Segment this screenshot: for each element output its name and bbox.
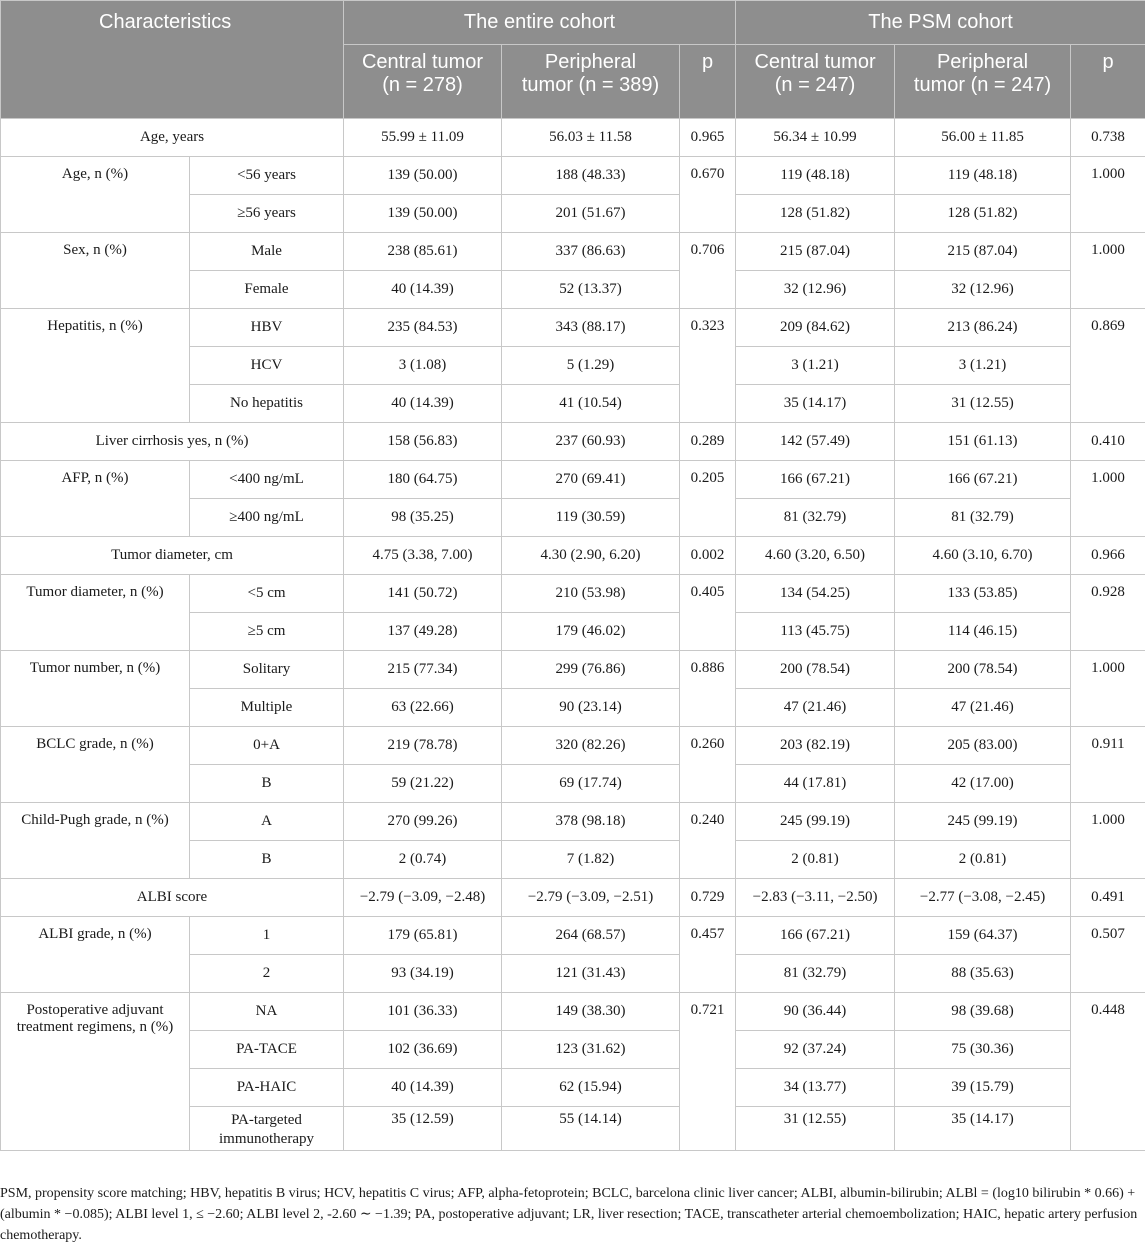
table-row: Age, n (%) <56 years 139 (50.00) 188 (48.33) 0.670 119 (48.18) 119 (48.18) 1.000: [1, 157, 1145, 195]
row-label: Tumor diameter, cm: [1, 537, 344, 575]
table-row: PA-TACE 102 (36.69) 123 (31.62) 92 (37.24) 75 (30.36): [1, 1031, 1145, 1069]
table-row: Child-Pugh grade, n (%) A 270 (99.26) 378 (98.18) 0.240 245 (99.19) 245 (99.19) 1.000: [1, 803, 1145, 841]
table-row: B 2 (0.74) 7 (1.82) 2 (0.81) 2 (0.81): [1, 841, 1145, 879]
row-label: ALBI grade, n (%): [1, 917, 190, 993]
table-row: Sex, n (%) Male 238 (85.61) 337 (86.63) 0.706 215 (87.04) 215 (87.04) 1.000: [1, 233, 1145, 271]
table-row: Hepatitis, n (%) HBV 235 (84.53) 343 (88.17) 0.323 209 (84.62) 213 (86.24) 0.869: [1, 309, 1145, 347]
table-row: Postoperative adjuvant treatment regimens, n (%) NA 101 (36.33) 149 (38.30) 0.721 90 (36.44) 98 (39.68) 0.448: [1, 993, 1145, 1031]
header-p-entire: p: [680, 45, 736, 119]
row-label: Tumor diameter, n (%): [1, 575, 190, 651]
header-psm-cohort: The PSM cohort: [736, 1, 1145, 45]
table-row: ALBI score −2.79 (−3.09, −2.48) −2.79 (−3.09, −2.51) 0.729 −2.83 (−3.11, −2.50) −2.77 (−3.08, −2.45) 0.491: [1, 879, 1145, 917]
header-central-psm: Central tumor (n = 247): [736, 45, 895, 119]
header-entire-cohort: The entire cohort: [344, 1, 736, 45]
row-label: Tumor number, n (%): [1, 651, 190, 727]
table-row: ≥400 ng/mL 98 (35.25) 119 (30.59) 81 (32.79) 81 (32.79): [1, 499, 1145, 537]
table-footnote: PSM, propensity score matching; HBV, hepatitis B virus; HCV, hepatitis C virus; AFP, alpha-fetoprotein; BCLC, barcelona clinic liver cancer; ALBI, albumin-bilirubin; ALBl = (log10 bilirubin * 0.66) + (albumin * −0.085); ALBI level 1, ≤ −2.60; ALBI level 2, -2.60 ∼ −1.39; PA, postoperative adjuvant; LR, liver resection; TACE, transcatheter arterial chemoembolization; HAIC, hepatic artery perfusion chemotherapy.: [0, 1183, 1140, 1246]
header-p-psm: p: [1071, 45, 1145, 119]
table-row: ≥56 years 139 (50.00) 201 (51.67) 128 (51.82) 128 (51.82): [1, 195, 1145, 233]
table-row: Age, years 55.99 ± 11.09 56.03 ± 11.58 0.965 56.34 ± 10.99 56.00 ± 11.85 0.738: [1, 119, 1145, 157]
row-label: Child-Pugh grade, n (%): [1, 803, 190, 879]
row-label: Age, n (%): [1, 157, 190, 233]
row-label: Age, years: [1, 119, 344, 157]
table-row: PA-HAIC 40 (14.39) 62 (15.94) 34 (13.77) 39 (15.79): [1, 1069, 1145, 1107]
table-row: ALBI grade, n (%) 1 179 (65.81) 264 (68.57) 0.457 166 (67.21) 159 (64.37) 0.507: [1, 917, 1145, 955]
row-label: Hepatitis, n (%): [1, 309, 190, 423]
row-label: Sex, n (%): [1, 233, 190, 309]
table-row: AFP, n (%) <400 ng/mL 180 (64.75) 270 (69.41) 0.205 166 (67.21) 166 (67.21) 1.000: [1, 461, 1145, 499]
header-central-entire: Central tumor (n = 278): [344, 45, 502, 119]
row-label: Postoperative adjuvant treatment regimens, n (%): [1, 993, 190, 1151]
table-row: No hepatitis 40 (14.39) 41 (10.54) 35 (14.17) 31 (12.55): [1, 385, 1145, 423]
table-row: Female 40 (14.39) 52 (13.37) 32 (12.96) 32 (12.96): [1, 271, 1145, 309]
table-row: Tumor diameter, cm 4.75 (3.38, 7.00) 4.30 (2.90, 6.20) 0.002 4.60 (3.20, 6.50) 4.60 (3.10, 6.70) 0.966: [1, 537, 1145, 575]
table-row: Liver cirrhosis yes, n (%) 158 (56.83) 237 (60.93) 0.289 142 (57.49) 151 (61.13) 0.410: [1, 423, 1145, 461]
header-peripheral-psm: Peripheral tumor (n = 247): [895, 45, 1071, 119]
table-row: ≥5 cm 137 (49.28) 179 (46.02) 113 (45.75) 114 (46.15): [1, 613, 1145, 651]
table-row: Tumor diameter, n (%) <5 cm 141 (50.72) 210 (53.98) 0.405 134 (54.25) 133 (53.85) 0.928: [1, 575, 1145, 613]
row-label: AFP, n (%): [1, 461, 190, 537]
table-row: Multiple 63 (22.66) 90 (23.14) 47 (21.46) 47 (21.46): [1, 689, 1145, 727]
table-row: 2 93 (34.19) 121 (31.43) 81 (32.79) 88 (35.63): [1, 955, 1145, 993]
table-row: HCV 3 (1.08) 5 (1.29) 3 (1.21) 3 (1.21): [1, 347, 1145, 385]
row-label: Liver cirrhosis yes, n (%): [1, 423, 344, 461]
header-peripheral-entire: Peripheral tumor (n = 389): [502, 45, 680, 119]
table-row: PA-targeted immunotherapy 35 (12.59) 55 (14.14) 31 (12.55) 35 (14.17): [1, 1107, 1145, 1151]
header-characteristics: Characteristics: [1, 1, 344, 119]
table-row: B 59 (21.22) 69 (17.74) 44 (17.81) 42 (17.00): [1, 765, 1145, 803]
row-label: BCLC grade, n (%): [1, 727, 190, 803]
table-row: BCLC grade, n (%) 0+A 219 (78.78) 320 (82.26) 0.260 203 (82.19) 205 (83.00) 0.911: [1, 727, 1145, 765]
table-row: Tumor number, n (%) Solitary 215 (77.34) 299 (76.86) 0.886 200 (78.54) 200 (78.54) 1.000: [1, 651, 1145, 689]
row-label: ALBI score: [1, 879, 344, 917]
